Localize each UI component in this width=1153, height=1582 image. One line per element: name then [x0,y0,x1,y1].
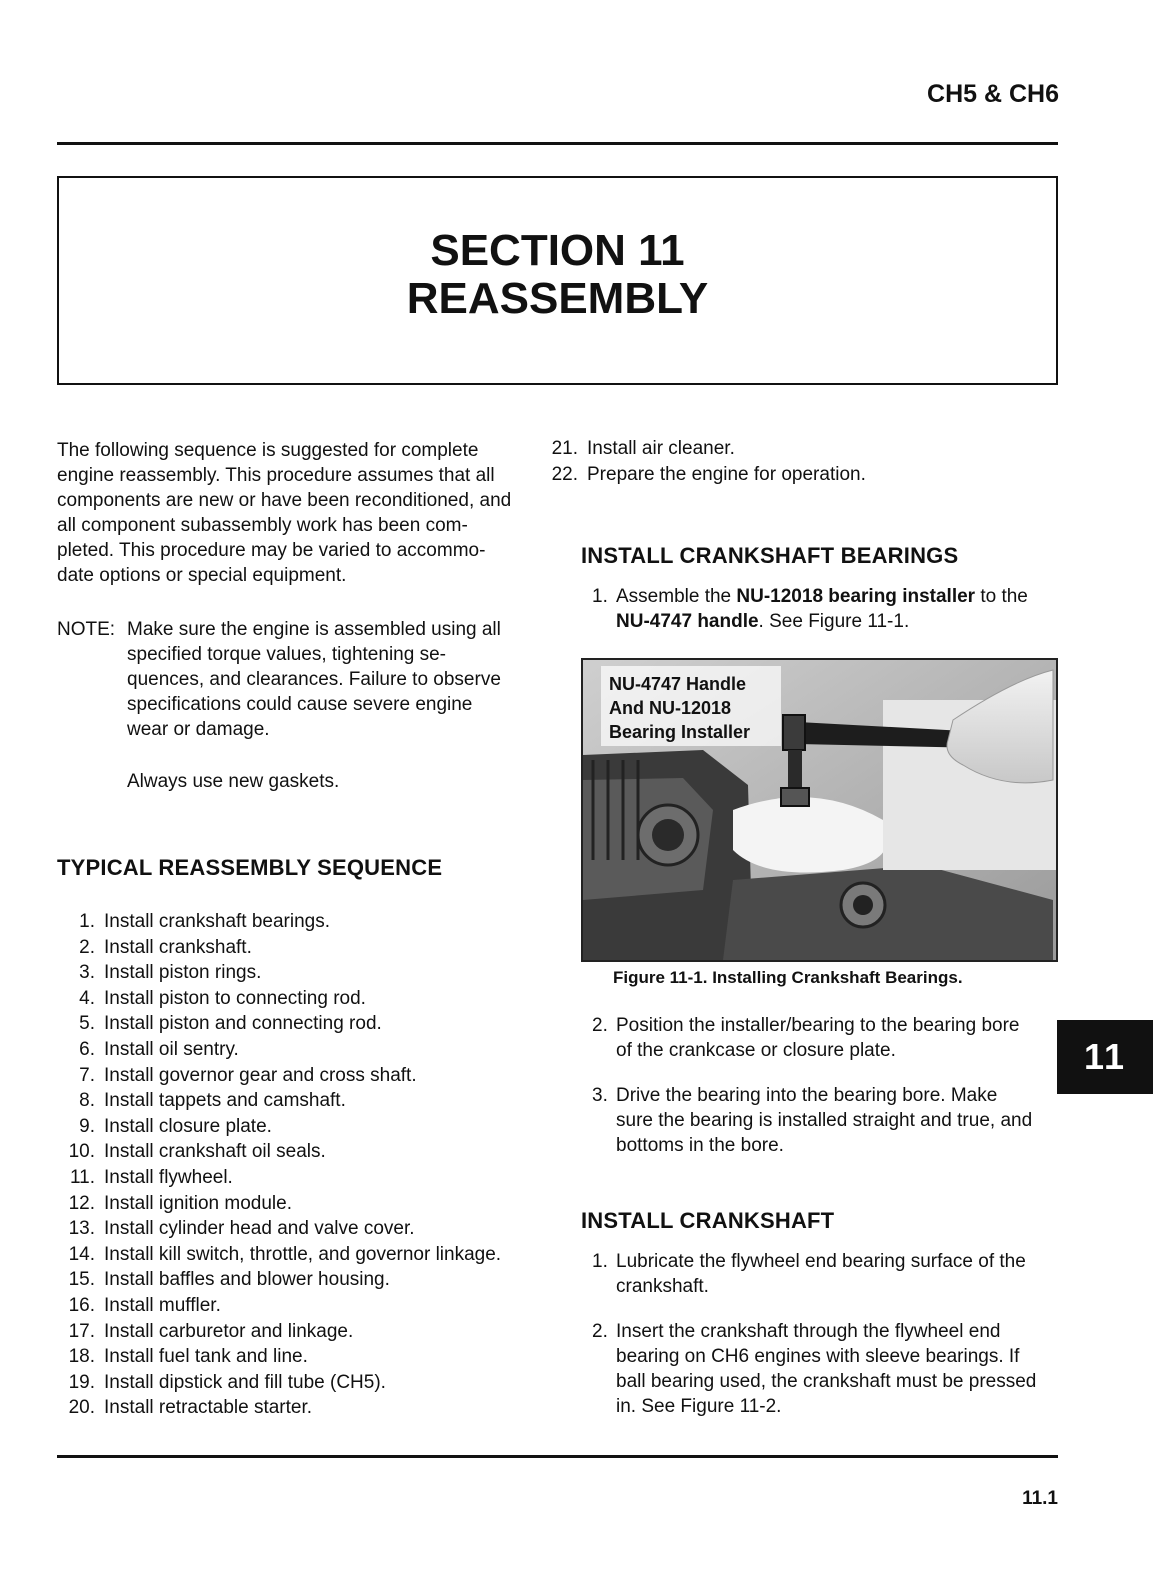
sequence-item: 11. Install flywheel. [69,1166,233,1188]
crankshaft-heading: INSTALL CRANKSHAFT [581,1208,835,1233]
intro-line: pleted. This procedure may be varied to accommo- [57,540,486,561]
sequence-item: 2. Install crankshaft. [79,936,252,958]
note-line: quences, and clearances. Failure to observe [127,669,501,690]
figure-caption: Figure 11-1. Installing Crankshaft Bearings. [613,968,963,987]
sequence-item: 6. Install oil sentry. [79,1038,239,1060]
sequence-heading: TYPICAL REASSEMBLY SEQUENCE [57,855,443,880]
figure-installing-bearings [581,658,1058,962]
sequence-item: 17. Install carburetor and linkage. [68,1320,354,1342]
sequence-item: 19. Install dipstick and fill tube (CH5). [68,1371,386,1393]
sequence-item: 7. Install governor gear and cross shaft. [79,1064,417,1086]
section-title: REASSEMBLY [406,274,709,323]
intro-line: date options or special equipment. [57,565,347,586]
sequence-item: 22. Prepare the engine for operation. [551,463,866,485]
section-title-box [57,176,1058,385]
chapter-model-label: CH5 & CH6 [927,80,1059,108]
sequence-item: 5. Install piston and connecting rod. [79,1013,382,1035]
sequence-list [57,909,501,1421]
sequence-item: 21. Install air cleaner. [551,438,735,459]
note-body [127,617,557,742]
bearings-step-3: 3. Drive the bearing into the bearing bore. Make sure the bearing is installed straight and true, and bottoms in the bore. [592,1085,1033,1156]
sequence-item: 15. Install baffles and blower housing. [68,1269,390,1291]
sequence-item: 14. Install kill switch, throttle, and governor linkage. [68,1243,502,1265]
callout-line: NU-4747 Handle [609,674,747,694]
sequence-item: 16. Install muffler. [68,1294,221,1316]
sequence-item: 4. Install piston to connecting rod. [79,987,366,1009]
sequence-item: 10. Install crankshaft oil seals. [68,1141,326,1163]
sequence-item: 20. Install retractable starter. [68,1397,313,1419]
sequence-item: 13. Install cylinder head and valve cover. [68,1218,415,1240]
intro-paragraph [57,438,547,588]
section-number: SECTION 11 [430,226,685,275]
bearings-step-2: 2. Position the installer/bearing to the bearing bore of the crankcase or closure plate. [592,1015,1020,1061]
sequence-item: 3. Install piston rings. [79,962,262,984]
figure-callout [609,672,750,744]
note-line: specified torque values, tightening se- [127,644,446,665]
sequence-item: 8. Install tappets and camshaft. [79,1090,346,1112]
intro-line: The following sequence is suggested for complete [57,440,479,461]
header-rule [57,142,1058,145]
sequence-list-continued [540,436,866,487]
note-line: wear or damage. [127,719,270,740]
callout-line: And NU-12018 [609,698,732,718]
callout-line: Bearing Installer [609,722,751,742]
note-gaskets: Always use new gaskets. [127,771,340,792]
section-tab: 11 [1057,1020,1153,1094]
sequence-item: 1. Install crankshaft bearings. [79,911,331,932]
note-line: Make sure the engine is assembled using all [127,619,501,640]
sequence-item: 9. Install closure plate. [79,1115,272,1137]
intro-line: components are new or have been reconditioned, and [57,490,512,511]
bearings-step-1: 1. Assemble the NU-12018 bearing installer to the NU-4747 handle. See Figure 11-1. [592,586,1028,632]
sequence-item: 12. Install ignition module. [68,1192,292,1214]
note-label: NOTE: [57,619,116,640]
bearings-heading: INSTALL CRANKSHAFT BEARINGS [581,543,959,568]
crankshaft-step-2: 2. Insert the crankshaft through the flywheel end bearing on CH6 engines with sleeve bearings. If ball bearing used, the crankshaft must be pressed in. See Figure 11-2. [592,1321,1037,1417]
sequence-item: 18. Install fuel tank and line. [68,1346,308,1368]
note-line: specifications could cause severe engine [127,694,473,715]
footer-rule [57,1455,1058,1458]
intro-line: all component subassembly work has been com- [57,515,468,536]
crankshaft-step-1: 1. Lubricate the flywheel end bearing surface of the crankshaft. [592,1251,1026,1297]
intro-line: engine reassembly. This procedure assumes that all [57,465,495,486]
page-number: 11.1 [1022,1488,1058,1509]
